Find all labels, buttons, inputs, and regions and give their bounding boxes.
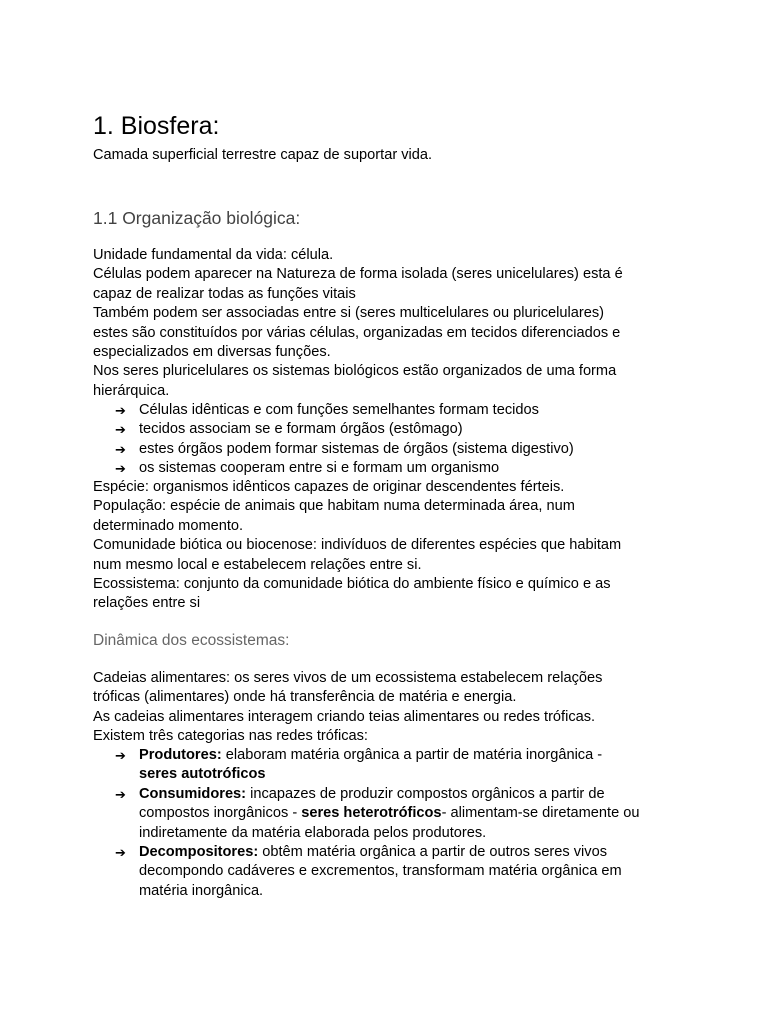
list-item: ➔ tecidos associam se e formam órgãos (estômago) xyxy=(93,420,683,439)
arrow-icon: ➔ xyxy=(115,403,126,418)
arrow-icon: ➔ xyxy=(115,422,126,438)
list-item: ➔ estes órgãos podem formar sistemas de órgãos (sistema digestivo) xyxy=(93,440,683,459)
text-line: Ecossistema: conjunto da comunidade biótica do ambiente físico e químico e as xyxy=(93,576,611,593)
text-line: tróficas (alimentares) onde há transferência de matéria e energia. xyxy=(93,689,517,706)
page-title: 1. Biosfera: xyxy=(93,112,220,140)
section-heading-dinamica: Dinâmica dos ecossistemas: xyxy=(93,632,290,649)
list-item-produtores: ➔ Produtores: elaboram matéria orgânica a partir de matéria inorgânica - seres autotróficos xyxy=(115,747,603,783)
text-line: Também podem ser associadas entre si (seres multicelulares ou pluricelulares) xyxy=(93,305,604,322)
text-line: estes são constituídos por várias células, organizadas em tecidos diferenciados e xyxy=(93,324,621,341)
section-heading-organizacao: 1.1 Organização biológica: xyxy=(93,208,301,228)
text-line: Nos seres pluricelulares os sistemas biológicos estão organizados de uma forma xyxy=(93,363,617,380)
text-line: Comunidade biótica ou biocenose: indivíduos de diferentes espécies que habitam xyxy=(93,537,622,554)
hierarchy-list xyxy=(93,401,683,479)
intro-text: Camada superficial terrestre capaz de suportar vida. xyxy=(93,147,433,163)
text-line: hierárquica. xyxy=(93,382,170,399)
arrow-icon: ➔ xyxy=(115,748,126,763)
text-line: capaz de realizar todas as funções vitais xyxy=(93,285,356,302)
text-line: determinado momento. xyxy=(93,517,244,534)
text-line: num mesmo local e estabelecem relações entre si. xyxy=(93,556,422,573)
arrow-icon: ➔ xyxy=(115,845,126,861)
arrow-icon: ➔ xyxy=(115,461,126,477)
list-item-decompositores: ➔ Decompositores: obtêm matéria orgânica a partir de outros seres vivos decompondo cadáveres e excrementos, transformam matéria orgânica em matéria inorgânica. xyxy=(115,844,622,899)
paragraph-dinamica xyxy=(93,669,663,747)
text-line: As cadeias alimentares interagem criando teias alimentares ou redes tróficas. xyxy=(93,708,596,725)
text-line: especializados em diversas funções. xyxy=(93,344,331,361)
arrow-icon: ➔ xyxy=(115,786,126,802)
text-line: Existem três categorias nas redes tróficas: xyxy=(93,728,368,745)
text-line: Células podem aparecer na Natureza de forma isolada (seres unicelulares) esta é xyxy=(93,266,623,283)
paragraph-definicoes xyxy=(93,478,663,614)
text-line: Cadeias alimentares: os seres vivos de um ecossistema estabelecem relações xyxy=(93,670,603,686)
text-line: Unidade fundamental da vida: célula. xyxy=(93,247,334,263)
text-line: relações entre si xyxy=(93,595,201,612)
list-item: ➔ Células idênticas e com funções semelhantes formam tecidos xyxy=(93,401,683,420)
text-line: Espécie: organismos idênticos capazes de originar descendentes férteis. xyxy=(93,479,565,495)
list-item-consumidores: ➔ Consumidores: incapazes de produzir compostos orgânicos a partir de compostos inorgânicos - seres heterotróficos- alimentam-se diretamente ou indiretamente da matéria elaborada pelos produtores. xyxy=(115,785,640,841)
trophic-categories-list xyxy=(93,746,683,901)
arrow-icon: ➔ xyxy=(115,441,126,457)
list-item: ➔ os sistemas cooperam entre si e formam um organismo xyxy=(93,459,683,478)
text-line: População: espécie de animais que habitam numa determinada área, num xyxy=(93,498,575,515)
paragraph-organizacao xyxy=(93,246,663,401)
